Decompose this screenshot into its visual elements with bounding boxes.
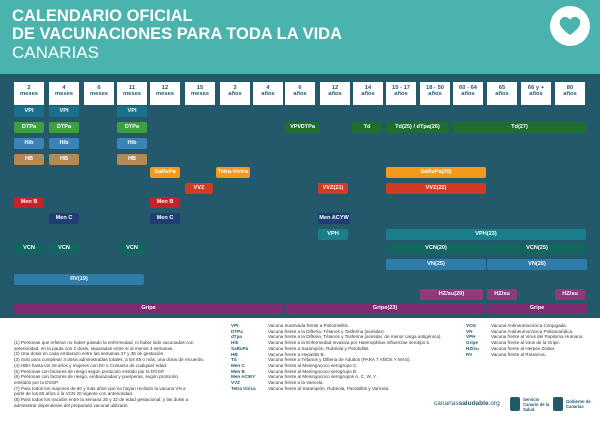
vaccine-bar: VCN(20) — [386, 243, 486, 254]
legend-description: Vacuna frente al virus de la Gripe. — [491, 340, 561, 346]
vaccine-bar: VPH — [318, 229, 348, 240]
footnote-line: (1) Personas que refieran no haber pasado la enfermedad, ni haber sido vacunadas con — [14, 340, 194, 345]
servicio-canario-salud-logo: Servicio Canario de la Salud — [510, 395, 553, 413]
vaccine-bar: Men C — [150, 213, 180, 224]
legend-abbreviation: VN — [466, 328, 473, 334]
legend-description: Vacuna frente al Virus del Papiloma Humano. — [491, 334, 584, 340]
vaccine-bar: Men B — [14, 197, 44, 208]
age-column-header: 6 años — [285, 82, 315, 105]
vaccine-bar: DTPa — [14, 122, 44, 133]
footnote-line: (3) Solo para completar 3 dosis administradas totales, a los 65 o más, una dosis de recuerdo. — [14, 357, 205, 363]
legend-abbreviation: Gripe — [466, 340, 478, 346]
legend-abbreviation: DTPa — [231, 328, 243, 334]
legend-abbreviation: Hib — [231, 340, 239, 346]
legend-description: Vacuna Antineumocócica Polisacarídica. — [491, 328, 574, 334]
vaccine-bar: Gripe — [14, 303, 283, 314]
vaccine-bar: DTPa — [49, 122, 79, 133]
vaccine-bar: SaRuPa — [150, 167, 180, 178]
vaccine-bar: HZ/su(20) — [420, 289, 483, 300]
vaccine-bar: VN(26) — [487, 259, 587, 270]
footnote-line: (8) Para todos los nacidos entre la semana 25 y 32 de edad gestacional; y las dosis a — [14, 397, 189, 402]
vaccine-bar: Gripe — [487, 303, 587, 314]
footnote-line: anterioridad, en la pauta con 2 dosis, separadas entre sí al menos 4 semanas. — [14, 345, 174, 351]
legend-description: Vacuna Antineumocócica Conjugada. — [491, 323, 568, 328]
legend-description: Vacuna frente a Sarampión, Rubéola y Parotiditis. — [268, 345, 370, 351]
vaccine-bar: Td — [352, 122, 382, 133]
age-column-header: 15 meses — [185, 82, 215, 105]
vaccine-bar: VVZ — [185, 183, 213, 194]
vaccine-bar: Td(27) — [453, 122, 586, 133]
title-line-3: CANARIAS — [12, 43, 99, 62]
legend-abbreviation: Tetra Vírica — [231, 385, 256, 391]
vaccine-bar: Gripe(23) — [285, 303, 485, 314]
legend-description: Vacuna frente al Meningococo serogrupo B. — [268, 368, 358, 374]
legend-description: Vacuna Inactivada frente a Poliomielitis. — [268, 323, 350, 328]
canarias-saludable-brand: canariassaludable.org — [434, 400, 500, 407]
vaccine-bar: VCN(25) — [487, 243, 587, 254]
vaccine-bar: Men C — [49, 213, 79, 224]
vaccine-bar: Men ACYW — [318, 213, 350, 224]
header-banner — [0, 0, 600, 74]
age-column-header: 65 años — [487, 82, 517, 105]
gobierno-canarias-logo: Gobierno de Canarias — [553, 395, 594, 413]
legend-abbreviation: Men B — [231, 368, 245, 374]
age-column-header: 15 - 17 años — [386, 82, 416, 105]
age-column-header: 2 meses — [14, 82, 44, 105]
vaccine-bar: VPH(23) — [386, 229, 586, 240]
age-column-header: 14 años — [353, 82, 383, 105]
legend-abbreviation: Men C — [231, 362, 245, 368]
vaccine-bar: VPI/DTPa — [285, 122, 320, 133]
footnote-line: (6) Personas con factores de riesgo, embarazadas y puerperas, según protocolo — [14, 374, 178, 380]
legend-description: Vacuna frente a la Difteria, Tétanos y Tosferina (acelular, de menor carga antigénica). — [268, 334, 442, 340]
age-column-header: 3 años — [220, 82, 250, 105]
vaccine-bar: VCN — [117, 243, 147, 254]
vaccine-bar: DTPa — [117, 122, 147, 133]
vaccine-bar: Hib — [117, 138, 147, 149]
age-column-header: 12 años — [320, 82, 350, 105]
legend-description: Vacuna frente a la Varicela. — [268, 380, 324, 385]
vaccine-bar: Hib — [14, 138, 44, 149]
age-column-header: 4 meses — [49, 82, 79, 105]
legend-description: Vacuna frente al Rotavirus. — [491, 351, 547, 357]
vaccine-bar: HZ/su — [487, 289, 517, 300]
legend-abbreviation: dTpa — [231, 334, 242, 340]
legend-abbreviation: Td — [231, 357, 237, 363]
vaccine-bar: HB — [49, 154, 79, 165]
footnote-line: (4) HBH hasta los 28 años y mujeres con EII o Contacto de cualquier edad. — [14, 362, 168, 368]
vaccine-bar: Tetra-Vírica — [216, 167, 250, 178]
legend-abbreviation: VVZ — [231, 380, 240, 385]
footnote-line: emitidos por la DGSP. — [14, 379, 59, 385]
vaccine-bar: Men B — [150, 197, 180, 208]
title-line-2: DE VACUNACIONES PARA TODA LA VIDA — [12, 25, 343, 43]
age-column-header: 12 meses — [150, 82, 180, 105]
legend-description: Vacuna frente al Sarampión, Rubéola, Parotiditis y Varicela. — [268, 385, 390, 391]
legend-description: Vacuna frente a la Enfermedad Invasiva por Haemophilus influenzae serotipo b. — [268, 340, 431, 346]
vaccine-bar: Hib — [49, 138, 79, 149]
vaccine-bar: HB — [117, 154, 147, 165]
age-column-header: 60 - 64 años — [453, 82, 483, 105]
legend-abbreviation: Men ACWY — [231, 374, 256, 380]
vaccine-bar: HB — [14, 154, 44, 165]
age-column-header: 4 años — [253, 82, 283, 105]
age-column-header: 66 y + años — [521, 82, 551, 105]
footnote-line: administrar dependerán del preparado vacunal utilizado. — [14, 402, 129, 408]
legend-abbreviation: HB — [231, 351, 238, 357]
vaccine-bar: VPI — [49, 106, 79, 117]
vaccine-bar: VVZ(22) — [386, 183, 486, 194]
legend-abbreviation: SaRuPa — [231, 345, 249, 351]
vaccine-bar: VN(25) — [386, 259, 486, 270]
vaccine-bar: RV(19) — [14, 274, 144, 285]
legend-description: Vacuna frente al Meningococo serogrupos A, C, W, Y. — [268, 374, 377, 380]
footnote-line: (7) Para todos los mayores de 60 y más años que no hayan recibido la vacuna VN a — [14, 385, 186, 391]
age-column-header: 18 - 50 años — [420, 82, 450, 105]
legend-description: Vacuna frente al Meningococo serogrupo C. — [268, 362, 358, 368]
vaccine-bar: VCN — [49, 243, 79, 254]
legend-abbreviation: RV — [466, 351, 473, 357]
legend-abbreviation: VPI — [231, 323, 239, 328]
vaccination-calendar-grid — [0, 74, 600, 318]
age-column-header: 6 meses — [84, 82, 114, 105]
vaccine-bar: VPI — [14, 106, 44, 117]
vaccine-bar: VCN — [14, 243, 44, 254]
vaccine-bar: SaRuPa(20) — [386, 167, 486, 178]
legend-description: Vacuna frente a Hepatitis B. — [268, 351, 325, 357]
vaccine-bar: VPI — [117, 106, 147, 117]
heart-speech-bubble-icon — [550, 6, 590, 46]
legend-description: Vacuna frente a Tétanos y Difteria de Adultos (PARA 7 AÑOS Y MÁS). — [268, 357, 411, 363]
legend-description: Vacuna frente al Herpes Zóster. — [491, 345, 556, 351]
age-column-header: 11 meses — [117, 82, 147, 105]
vaccine-bar: VVZ(21) — [318, 183, 348, 194]
footnote-line: partir de los 65 años o la VCN 20 vigente con anterioridad. — [14, 391, 134, 397]
vaccine-bar: Td(25) / dTpa(26) — [386, 122, 449, 133]
footnote-line: (5) Personas con factores de riesgo según protocolo emitido por la DGSP. — [14, 368, 165, 374]
legend-abbreviation: VPH — [466, 334, 476, 340]
legend-description: Vacuna frente a la Difteria, Tétanos y Tosferina (acelular). — [268, 328, 385, 334]
age-column-header: 80 años — [555, 82, 585, 105]
vaccine-bar: HZ/su — [555, 289, 585, 300]
footnote-line: (2) Una dosis en cada embarazo entre las semanas 27 y 36 de gestación. — [14, 351, 165, 357]
title-line-1: CALENDARIO OFICIAL — [12, 7, 193, 25]
legend-abbreviation: HZ/su — [466, 345, 479, 351]
legend-abbreviation: VCN — [466, 323, 476, 328]
